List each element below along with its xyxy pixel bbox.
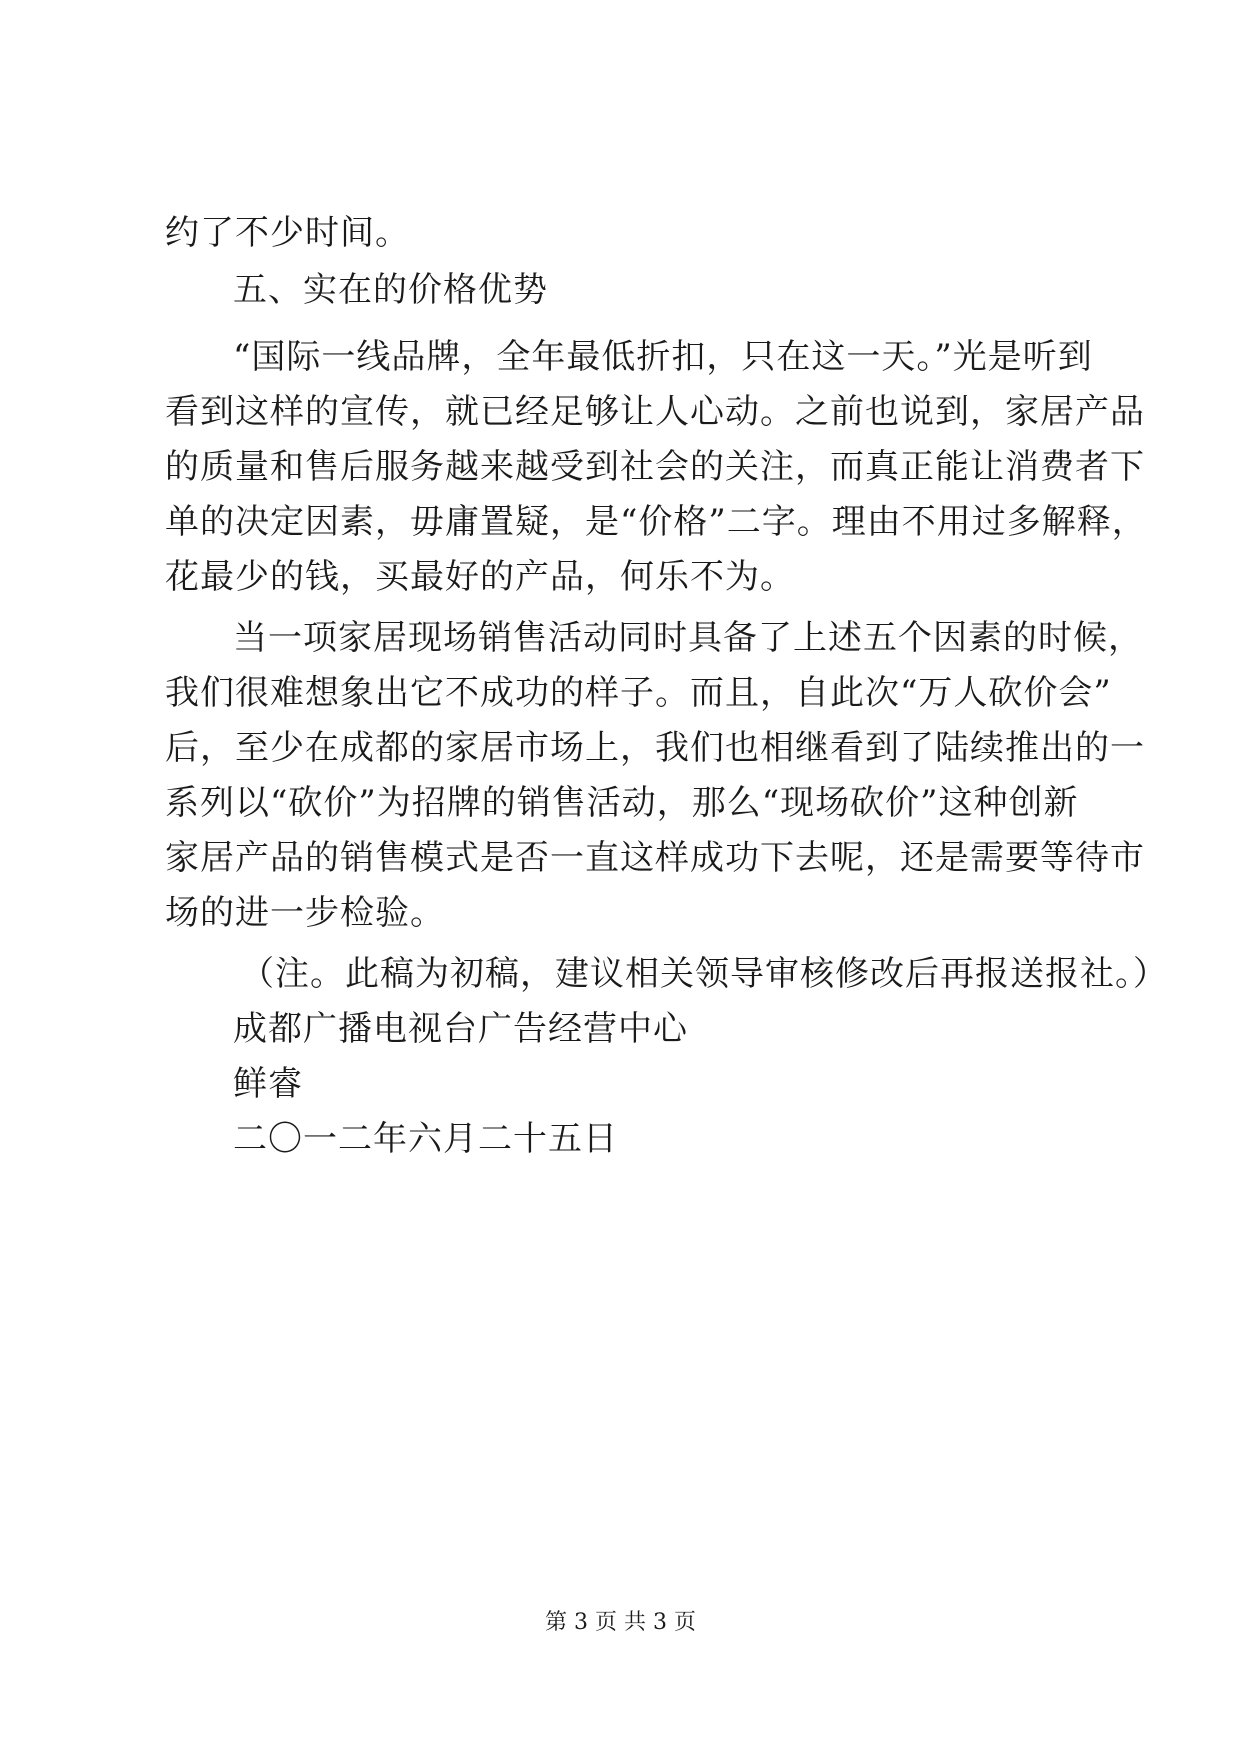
body-line-3: “国际一线品牌，全年最低折扣，只在这一天。”光是听到 [233,337,1093,377]
body-line-6: 单的决定因素，毋庸置疑，是“价格”二字。理由不用过多解释， [165,502,1147,542]
body-line-4: 看到这样的宣传，就已经足够让人心动。之前也说到，家居产品 [165,392,1145,432]
body-line-8: 当一项家居现场销售活动同时具备了上述五个因素的时候， [233,618,1143,658]
section-heading: 五、实在的价格优势 [233,270,548,310]
organization-name: 成都广播电视台广告经营中心 [233,1009,688,1049]
body-line-13: 场的进一步检验。 [165,893,445,933]
note-line: （注。此稿为初稿，建议相关领导审核修改后再报送报社。） [240,954,1168,994]
author-name: 鲜睿 [233,1064,303,1104]
body-line-1: 约了不少时间。 [165,213,410,253]
body-line-11: 系列以“砍价”为招牌的销售活动，那么“现场砍价”这种创新 [165,783,1079,823]
body-line-5: 的质量和售后服务越来越受到社会的关注，而真正能让消费者下 [165,447,1145,487]
body-line-10: 后，至少在成都的家居市场上，我们也相继看到了陆续推出的一 [165,728,1145,768]
body-line-12: 家居产品的销售模式是否一直这样成功下去呢，还是需要等待市 [165,838,1145,878]
body-line-9: 我们很难想象出它不成功的样子。而且，自此次“万人砍价会” [165,673,1112,713]
page-number-footer: 第 3 页 共 3 页 [545,1610,696,1635]
document-date: 二〇一二年六月二十五日 [233,1119,618,1159]
body-line-7: 花最少的钱，买最好的产品，何乐不为。 [165,557,795,597]
